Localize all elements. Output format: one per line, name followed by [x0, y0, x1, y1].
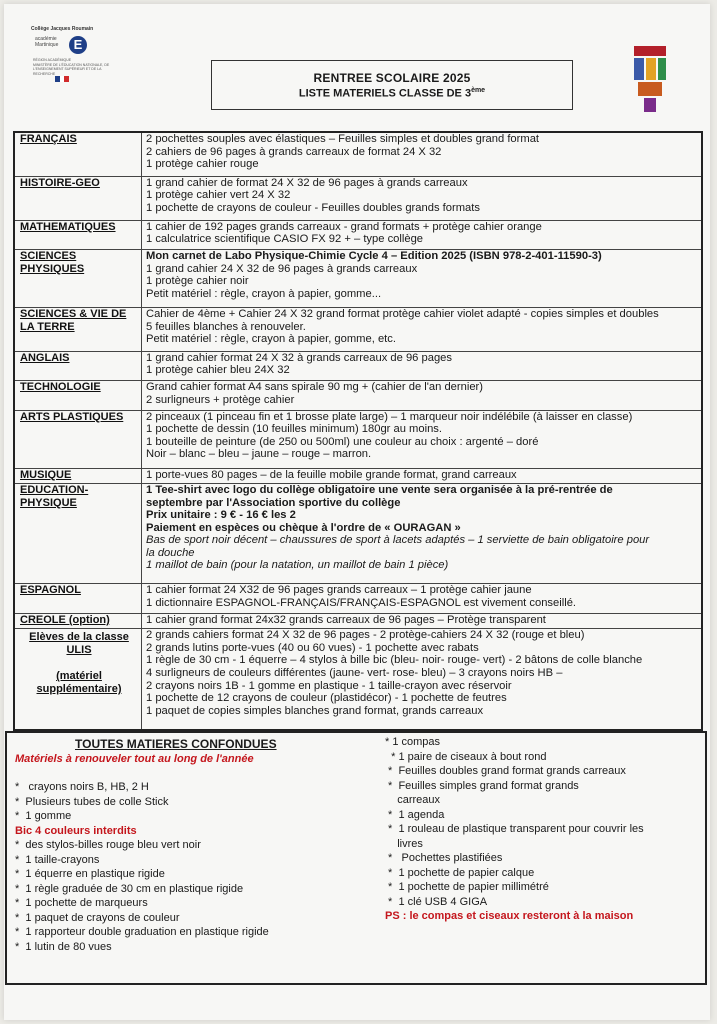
supply-line: 1 cahier format 24 X32 de 96 pages grands carreaux – 1 protège cahier jaune: [146, 584, 532, 597]
general-supply-item: * 1 rapporteur double graduation en plastique rigide: [15, 926, 269, 938]
left-list-b: [15, 838, 375, 954]
supply-line: 5 feuilles blanches à renouveler.: [146, 320, 306, 333]
subject-name: CREOLE (option): [14, 613, 142, 628]
supply-line: 2 surligneurs + protège cahier: [146, 393, 295, 406]
subject-items: [142, 307, 703, 351]
general-supply-item: carreaux: [385, 794, 441, 806]
subject-items: [142, 220, 703, 250]
general-supply-item: * 1 pochette de marqueurs: [15, 897, 148, 909]
general-supply-item: * Pochettes plastifiées: [385, 852, 503, 864]
subject-name: EDUCATION-PHYSIQUE: [14, 483, 142, 584]
ulis-items: [142, 629, 703, 730]
all-subjects-right-column: [385, 733, 695, 924]
supply-line: 1 maillot de bain (pour la natation, un maillot de bain 1 pièce): [146, 559, 449, 572]
title-line-1: RENTREE SCOLAIRE 2025: [313, 71, 471, 85]
all-subjects-title: TOUTES MATIERES CONFONDUES: [75, 737, 277, 751]
ulis-label: Elèves de la classe ULIS: [29, 631, 129, 656]
supply-line: 2 cahiers de 96 pages à grands carreaux de format 24 X 32: [146, 145, 442, 158]
subject-row: [14, 176, 702, 220]
title-line-2: [212, 87, 572, 100]
subject-row: [14, 410, 702, 468]
supply-line: 1 Tee-shirt avec logo du collège obligatoire une vente sera organisée à la pré-rentrée de: [146, 483, 613, 496]
subject-name: ANGLAIS: [14, 351, 142, 381]
all-subjects-section: [5, 731, 707, 985]
renew-note: Matériels à renouveler tout au long de l'année: [15, 752, 254, 765]
bic-warning: Bic 4 couleurs interdits: [15, 824, 137, 837]
subject-row: [14, 351, 702, 381]
left-list-a: [15, 780, 375, 824]
subject-name: SCIENCES PHYSIQUES: [14, 250, 142, 308]
supply-line: 1 protège cahier vert 24 X 32: [146, 189, 291, 202]
subject-row: [14, 307, 702, 351]
supply-line: Noir – blanc – bleu – jaune – rouge – marron.: [146, 448, 372, 461]
subject-row: [14, 381, 702, 411]
supply-line: 1 bouteille de peinture (de 250 ou 500ml) une couleur au choix : argenté – doré: [146, 435, 539, 448]
ulis-sub-label: (matériel supplémentaire): [36, 670, 122, 696]
supply-line: Petit matériel : règle, crayon à papier, gomme...: [146, 287, 382, 300]
general-supply-item: * 1 agenda: [385, 808, 445, 821]
ulis-name: [14, 629, 142, 730]
school-name: Collège Jacques Roumain: [31, 26, 94, 32]
supply-line: 1 protège cahier rouge: [146, 158, 259, 171]
supply-line: 1 protège cahier bleu 24X 32: [146, 364, 290, 377]
general-supply-item: * 1 pochette de papier calque: [385, 866, 535, 879]
supply-line: 2 pinceaux (1 pinceau fin et 1 brosse plate large) – 1 marqueur noir indélébile (à laisser en classe): [146, 410, 633, 423]
supply-line: la douche: [146, 546, 195, 559]
subject-items: [142, 584, 703, 614]
supply-line: 1 calculatrice scientifique CASIO FX 92 + – type collège: [146, 233, 424, 246]
region-label: RÉGION ACADÉMIQUE: [33, 58, 72, 62]
subject-items: [142, 176, 703, 220]
general-supply-item: * des stylos-billes rouge bleu vert noir: [15, 839, 201, 851]
supply-line: 1 cahier grand format 24x32 grands carreaux de 96 pages – Protège transparent: [146, 613, 546, 626]
subject-name: SCIENCES & VIE DE LA TERRE: [14, 307, 142, 351]
supply-line: 2 crayons noirs 1B - 1 gomme en plastique - 1 taille-crayon avec réservoir: [146, 679, 512, 692]
general-supply-item: * 1 équerre en plastique rigide: [15, 868, 165, 880]
supply-line: 4 surligneurs de couleurs différentes (jaune- vert- rose- bleu) – 3 crayons noirs HB –: [146, 667, 563, 680]
supply-line: Petit matériel : règle, crayon à papier, gomme, etc.: [146, 333, 396, 346]
college-logo-icon: [632, 44, 668, 114]
title-sup: ème: [471, 87, 486, 94]
general-supply-item: * 1 gomme: [15, 810, 72, 822]
supply-line: 2 grands cahiers format 24 X 32 de 96 pages - 2 protège-cahiers 24 X 32 (rouge et bleu): [146, 629, 585, 642]
general-supply-item: * 1 compas: [385, 736, 441, 748]
supply-line: 1 dictionnaire ESPAGNOL-FRANÇAIS/FRANÇAIS-ESPAGNOL est vivement conseillé.: [146, 597, 577, 610]
supply-line: 1 cahier de 192 pages grands carreaux - grand formats + protège cahier orange: [146, 220, 542, 233]
subject-items: [142, 381, 703, 411]
subject-name: ARTS PLASTIQUES: [14, 410, 142, 468]
subject-row: [14, 132, 702, 176]
supply-line: 1 paquet de copies simples blanches grand format, grands carreaux: [146, 704, 484, 717]
supply-line: Bas de sport noir décent – chaussures de sport à lacets adaptés – 1 serviette de bain obligatoire pour: [146, 534, 650, 547]
supply-line: Cahier de 4ème + Cahier 24 X 32 grand format protège cahier violet adapté - copies simples et doubles: [146, 307, 659, 320]
subject-row: [14, 483, 702, 584]
supply-line: 1 pochette de 12 crayons de couleur (plastidécor) - 1 pochette de feutres: [146, 692, 507, 705]
subject-name: MUSIQUE: [14, 468, 142, 483]
general-supply-item: * 1 rouleau de plastique transparent pour couvrir les: [385, 823, 644, 835]
supply-line: 1 pochette de crayons de couleur - Feuilles doubles grands formats: [146, 201, 480, 214]
all-subjects-left-column: [15, 733, 375, 954]
subject-name: HISTOIRE-GEO: [14, 176, 142, 220]
subject-row: [14, 220, 702, 250]
subject-name: ESPAGNOL: [14, 584, 142, 614]
supply-line: Mon carnet de Labo Physique-Chimie Cycle 4 – Edition 2025 (ISBN 978-2-401-11590-3): [146, 250, 602, 263]
supply-line: 1 grand cahier de format 24 X 32 de 96 pages à grands carreaux: [146, 176, 468, 189]
subject-items: [142, 410, 703, 468]
general-supply-item: * 1 règle graduée de 30 cm en plastique rigide: [15, 882, 244, 895]
subject-name: FRANÇAIS: [14, 132, 142, 176]
general-supply-item: * 1 pochette de papier millimétré: [385, 881, 549, 893]
general-supply-item: * Plusieurs tubes de colle Stick: [15, 795, 169, 808]
subject-row: [14, 468, 702, 483]
subject-row: [14, 584, 702, 614]
supply-line: 1 protège cahier noir: [146, 275, 249, 288]
french-flag-icon: [55, 76, 69, 82]
supply-line: 1 grand cahier format 24 X 32 à grands carreaux de 96 pages: [146, 351, 452, 364]
title-line-2-text: LISTE MATERIELS CLASSE DE 3: [298, 87, 472, 100]
supply-line: 2 grands lutins porte-vues (40 ou 60 vues) - 1 pochette avec rabats: [146, 641, 479, 654]
general-supply-item: * 1 clé USB 4 GIGA: [385, 895, 488, 908]
supply-line: 2 pochettes souples avec élastiques – Feuilles simples et doubles grand format: [146, 133, 540, 145]
subject-name: MATHEMATIQUES: [14, 220, 142, 250]
subject-items: [142, 468, 703, 483]
subject-items: [142, 250, 703, 308]
supply-line: Grand cahier format A4 sans spirale 90 mg + (cahier de l'an dernier): [146, 381, 483, 394]
general-supply-item: * Feuilles simples grand format grands: [385, 779, 579, 792]
general-supply-item: * 1 lutin de 80 vues: [15, 940, 112, 953]
academy-name: académie Martinique: [35, 36, 59, 48]
general-supply-item: * Feuilles doubles grand format grands carreaux: [385, 765, 626, 777]
supply-line: 1 règle de 30 cm - 1 équerre – 4 stylos à bille bic (bleu- noir- rouge- vert) - 2 bâtons de colle blanche: [146, 654, 643, 667]
college-academy-logo: [31, 26, 111, 86]
general-supply-item: * 1 taille-crayons: [15, 853, 100, 866]
supply-line: 1 pochette de dessin (10 feuilles minimum) 180gr au moins.: [146, 423, 442, 436]
ps-note: PS : le compas et ciseaux resteront à la maison: [385, 910, 634, 922]
subject-row: [14, 250, 702, 308]
general-supply-item: * crayons noirs B, HB, 2 H: [15, 781, 149, 793]
right-list: [385, 735, 695, 909]
subject-items: [142, 132, 703, 176]
ministry-text: [33, 58, 111, 76]
page-title-box: [211, 60, 573, 110]
subject-items: [142, 483, 703, 584]
supply-line: Prix unitaire : 9 € - 16 € les 2: [146, 509, 296, 522]
general-supply-item: livres: [385, 837, 423, 850]
subjects-table: [13, 131, 703, 731]
academy-e-icon: E: [69, 36, 87, 54]
general-supply-item: * 1 paire de ciseaux à bout rond: [385, 750, 547, 763]
ulis-row: [14, 629, 702, 730]
subject-items: [142, 613, 703, 628]
supply-line: septembre par l'Association sportive du collège: [146, 496, 401, 509]
subject-row: [14, 613, 702, 628]
supply-line: Paiement en espèces ou chèque à l'ordre de « OURAGAN »: [146, 521, 461, 534]
subject-name: TECHNOLOGIE: [14, 381, 142, 411]
supply-line: 1 porte-vues 80 pages – de la feuille mobile grande format, grand carreaux: [146, 468, 517, 481]
supply-line: 1 grand cahier 24 X 32 de 96 pages à grands carreaux: [146, 262, 418, 275]
ministry-label: MINISTÈRE DE L'ÉDUCATION NATIONALE, DE L'ENSEIGNEMENT SUPÉRIEUR ET DE LA RECHERCHE: [33, 62, 110, 76]
subject-items: [142, 351, 703, 381]
general-supply-item: * 1 paquet de crayons de couleur: [15, 911, 180, 924]
